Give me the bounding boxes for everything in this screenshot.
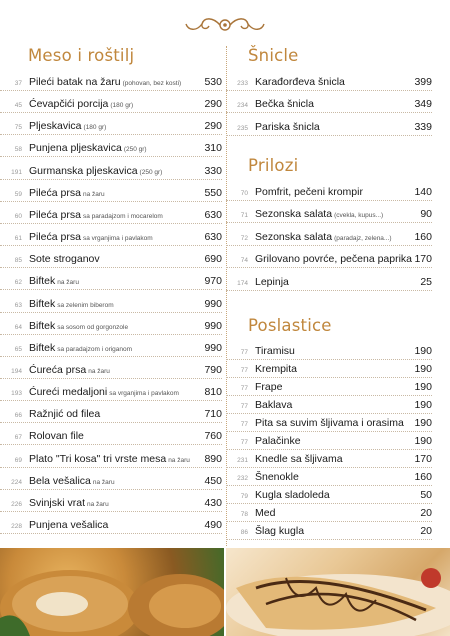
section-title-poslastice: Poslastice	[248, 316, 332, 335]
item-number: 61	[14, 235, 22, 243]
item-price: 170	[414, 253, 432, 266]
item-title: Pileća prsa	[29, 186, 81, 199]
menu-item-row	[0, 516, 222, 534]
item-name	[29, 142, 204, 156]
item-note: sa zelenim biberom	[57, 301, 114, 309]
item-price: 990	[204, 341, 222, 354]
item-name	[255, 417, 414, 431]
item-name	[29, 364, 204, 378]
item-number: 62	[14, 279, 22, 287]
item-number: 226	[11, 500, 22, 508]
item-title: Lepinja	[255, 275, 289, 288]
food-photo-left	[0, 548, 224, 636]
item-title: Pljeskavica	[29, 120, 82, 133]
item-title: Med	[255, 506, 276, 519]
item-price: 550	[204, 186, 222, 199]
item-price: 190	[414, 345, 432, 357]
item-price: 20	[420, 524, 432, 537]
item-number: 191	[11, 168, 22, 176]
item-name	[255, 507, 420, 521]
item-number: 224	[11, 478, 22, 486]
item-name	[255, 208, 420, 222]
item-title: Punjena pljeskavica	[29, 142, 122, 155]
item-number: 77	[240, 420, 248, 428]
item-name	[29, 76, 204, 90]
menu-item-row	[0, 73, 222, 91]
item-number: 65	[14, 345, 22, 353]
item-name	[255, 453, 414, 467]
menu-item-row	[226, 414, 432, 432]
item-number: 37	[14, 80, 22, 87]
item-price: 810	[204, 386, 222, 399]
menu-item-row	[0, 250, 222, 268]
item-number: 69	[14, 456, 22, 464]
item-price: 50	[420, 488, 432, 501]
item-number: 75	[14, 124, 22, 132]
item-name	[255, 345, 414, 359]
item-price: 760	[204, 430, 222, 443]
menu-item-row	[226, 95, 432, 113]
item-title: Punjena vešalica	[29, 519, 109, 531]
item-number: 228	[11, 523, 22, 530]
item-number: 194	[11, 367, 22, 375]
item-title: Šlag kugla	[255, 524, 305, 537]
item-price: 160	[414, 230, 432, 243]
item-title: Bečka šnicla	[255, 98, 314, 111]
item-title: Krempita	[255, 362, 298, 375]
menu-item-row	[0, 494, 222, 512]
item-name	[29, 342, 204, 356]
item-title: Baklava	[255, 398, 293, 411]
item-number: 70	[240, 190, 248, 197]
item-number: 77	[240, 349, 248, 356]
item-name	[255, 253, 414, 267]
item-note: na žaru	[88, 367, 110, 375]
item-name	[255, 98, 414, 112]
item-price: 530	[204, 76, 222, 88]
item-name	[29, 187, 204, 201]
item-number: 60	[14, 212, 22, 220]
item-name	[29, 120, 204, 134]
item-number: 232	[237, 474, 248, 482]
item-note: sa sosom od gorgonzole	[57, 323, 129, 331]
item-price: 890	[204, 452, 222, 465]
item-title: Pileća prsa	[29, 231, 81, 244]
menu-item-row	[0, 272, 222, 290]
item-name	[29, 253, 204, 267]
menu-item-row	[0, 139, 222, 157]
item-note: na žaru	[92, 478, 115, 486]
menu-item-row	[0, 405, 222, 423]
item-note: na žaru	[168, 456, 190, 464]
menu-item-row	[0, 383, 222, 401]
item-note: (paradajz, zelena...)	[334, 234, 392, 242]
item-price: 190	[414, 416, 432, 429]
item-price: 190	[414, 362, 432, 375]
item-title: Ćureći medaljoni	[29, 386, 108, 399]
item-title: Šnenokle	[255, 470, 299, 483]
item-price: 790	[204, 363, 222, 376]
item-price: 190	[414, 434, 432, 447]
section-title-prilozi: Prilozi	[248, 156, 299, 175]
item-name	[255, 435, 414, 449]
item-price: 290	[204, 98, 222, 111]
menu-item-row	[226, 468, 432, 486]
item-note: (250 gr)	[123, 146, 147, 154]
menu-item-row	[226, 522, 432, 540]
item-title: Grilovano povrće, pečena paprika	[255, 253, 413, 266]
item-title: Plato "Tri kosa" tri vrste mesa	[29, 452, 167, 465]
item-name	[255, 276, 420, 290]
menu-item-row	[226, 183, 432, 201]
item-note: sa vrganjima i pavlakom	[82, 235, 153, 243]
menu-item-row	[0, 184, 222, 202]
item-name	[29, 320, 204, 334]
item-title: Sote stroganov	[29, 253, 100, 266]
item-note: (cvekla, kupus...)	[334, 212, 384, 220]
menu-item-row	[0, 295, 222, 313]
item-name	[255, 231, 414, 245]
item-price: 430	[204, 496, 222, 509]
item-name	[29, 408, 204, 422]
item-number: 78	[240, 510, 248, 518]
item-name	[29, 231, 204, 245]
menu-item-row	[226, 342, 432, 360]
item-price: 710	[204, 408, 222, 421]
item-name	[255, 399, 414, 413]
item-name	[29, 275, 204, 289]
item-number: 74	[240, 257, 248, 265]
item-title: Frape	[255, 380, 283, 393]
menu-item-row	[0, 427, 222, 445]
item-title: Pita sa suvim šljivama i orasima	[255, 416, 404, 429]
item-number: 85	[14, 257, 22, 265]
item-note: (250 gr)	[139, 168, 163, 176]
item-price: 20	[420, 506, 432, 519]
section-title-snicle: Šnicle	[248, 46, 299, 65]
menu-item-row	[226, 432, 432, 450]
food-photo-right	[226, 548, 450, 636]
item-name	[255, 363, 414, 377]
item-note: (180 gr)	[110, 102, 134, 110]
item-number: 67	[14, 434, 22, 442]
item-title: Pileća prsa	[29, 208, 81, 221]
item-price: 690	[204, 253, 222, 266]
item-title: Tiramisu	[255, 345, 295, 357]
item-number: 77	[240, 366, 248, 374]
menu-item-row	[0, 317, 222, 335]
menu-item-row	[0, 117, 222, 135]
menu-item-row	[226, 250, 432, 268]
item-title: Biftek	[29, 341, 56, 354]
item-number: 66	[14, 412, 22, 420]
item-title: Svinjski vrat	[29, 496, 86, 509]
item-number: 77	[240, 438, 248, 446]
item-title: Pomfrit, pečeni krompir	[255, 186, 363, 198]
item-price: 290	[204, 120, 222, 133]
item-number: 72	[240, 234, 248, 242]
item-price: 990	[204, 319, 222, 332]
menu-item-row	[226, 450, 432, 468]
item-number: 59	[14, 190, 22, 198]
menu-item-row	[226, 73, 432, 91]
item-name	[29, 497, 204, 511]
item-price: 399	[414, 76, 432, 88]
item-title: Palačinke	[255, 434, 301, 447]
item-price: 310	[204, 142, 222, 155]
menu-item-row	[226, 228, 432, 246]
item-price: 90	[420, 208, 432, 221]
item-title: Biftek	[29, 319, 56, 332]
item-number: 79	[240, 492, 248, 500]
menu-item-row	[0, 228, 222, 246]
item-title: Knedle sa šljivama	[255, 452, 343, 465]
item-title: Biftek	[29, 297, 56, 310]
item-price: 160	[414, 470, 432, 483]
item-note: na žaru	[82, 190, 105, 198]
menu-item-row	[226, 205, 432, 223]
item-price: 339	[414, 120, 432, 133]
menu-item-row	[226, 273, 432, 291]
item-number: 63	[14, 301, 22, 309]
item-number: 231	[237, 456, 248, 464]
item-title: Bela vešalica	[29, 474, 91, 487]
item-title: Sezonska salata	[255, 208, 333, 221]
menu-item-row	[226, 504, 432, 522]
menu-item-row	[0, 339, 222, 357]
item-number: 71	[240, 212, 248, 220]
item-price: 970	[204, 275, 222, 288]
item-number: 234	[237, 102, 248, 110]
item-name	[255, 76, 414, 90]
item-title: Pariska šnicla	[255, 120, 320, 133]
item-title: Ražnjić od filea	[29, 408, 101, 421]
menu-item-row	[0, 95, 222, 113]
item-number: 77	[240, 402, 248, 410]
menu-item-row	[226, 378, 432, 396]
item-price: 330	[204, 164, 222, 177]
item-number: 174	[237, 279, 248, 287]
item-price: 450	[204, 474, 222, 487]
item-name	[255, 186, 414, 200]
item-note: sa paradajzom i origanom	[57, 345, 133, 353]
item-title: Karađorđeva šnicla	[255, 76, 345, 88]
item-name	[255, 489, 420, 503]
item-price: 990	[204, 297, 222, 310]
item-note: sa vrganjima i pavlakom	[109, 390, 179, 398]
item-name	[29, 209, 204, 223]
menu-item-row	[0, 361, 222, 379]
item-number: 45	[14, 102, 22, 110]
menu-item-row	[0, 450, 222, 468]
item-price: 630	[204, 231, 222, 244]
item-price: 25	[420, 275, 432, 288]
ornament-icon	[180, 14, 270, 36]
item-title: Ćevapčići porcija	[29, 98, 109, 111]
item-name	[255, 381, 414, 395]
item-number: 235	[237, 124, 248, 132]
item-name	[29, 475, 204, 489]
item-number: 64	[14, 323, 22, 331]
item-note: (180 gr)	[83, 124, 107, 132]
menu-item-row	[0, 206, 222, 224]
item-price: 190	[414, 398, 432, 411]
item-name	[255, 471, 414, 485]
menu-item-row	[0, 162, 222, 180]
item-title: Gurmanska pljeskavica	[29, 164, 138, 177]
menu-item-row	[226, 486, 432, 504]
item-price: 349	[414, 98, 432, 111]
item-name	[29, 453, 204, 467]
item-title: Kugla sladoleda	[255, 488, 330, 501]
item-price: 140	[414, 186, 432, 198]
item-name	[29, 519, 204, 533]
item-title: Rolovan file	[29, 430, 84, 443]
item-price: 170	[414, 452, 432, 465]
item-number: 58	[14, 146, 22, 154]
item-name	[29, 386, 204, 400]
menu-item-row	[0, 472, 222, 490]
menu-item-row	[226, 396, 432, 414]
item-title: Pileći batak na žaru	[29, 76, 121, 88]
item-name	[29, 298, 204, 312]
section-title-meso: Meso i roštilj	[28, 46, 135, 65]
item-price: 630	[204, 208, 222, 221]
item-note: sa paradajzom i mocarelom	[82, 212, 163, 220]
item-name	[29, 430, 204, 444]
item-name	[255, 121, 414, 135]
item-price: 490	[204, 519, 222, 531]
item-number: 86	[240, 528, 248, 536]
item-number: 77	[240, 384, 248, 392]
item-note: na žaru	[87, 500, 109, 508]
item-number: 193	[11, 390, 22, 398]
item-title: Biftek	[29, 275, 56, 288]
item-name	[255, 525, 420, 539]
item-title: Ćureća prsa	[29, 363, 87, 376]
item-price: 190	[414, 380, 432, 393]
item-name	[29, 98, 204, 112]
item-number: 233	[237, 80, 248, 87]
item-note: (pohovan, bez kosti)	[122, 80, 182, 87]
item-note: na žaru	[57, 279, 79, 287]
item-title: Sezonska salata	[255, 230, 333, 243]
menu-item-row	[226, 360, 432, 378]
menu-item-row	[226, 118, 432, 136]
item-name	[29, 165, 204, 179]
